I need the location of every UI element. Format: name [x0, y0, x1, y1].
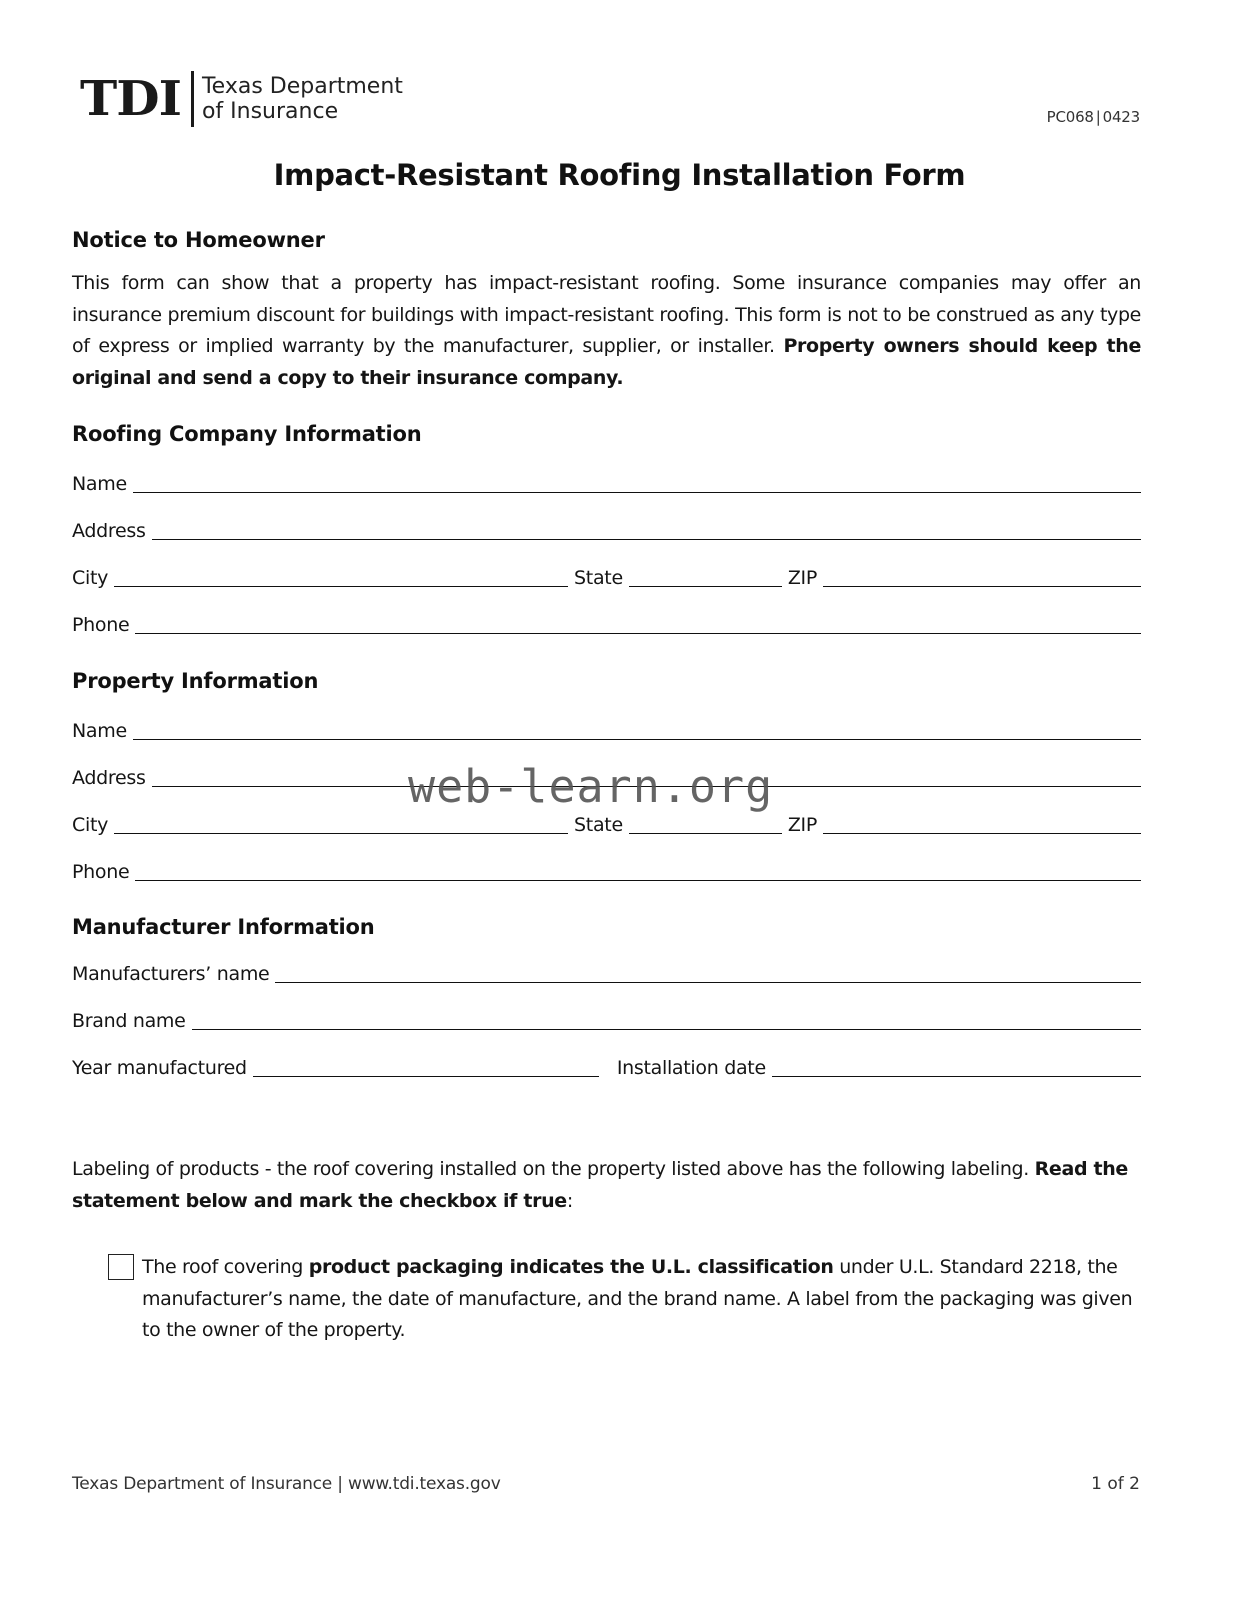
page-title: Impact-Resistant Roofing Installation Form — [273, 158, 966, 192]
property-state-field[interactable] — [629, 810, 782, 834]
property-city-row — [72, 807, 1141, 837]
property-address-field[interactable] — [152, 763, 1141, 787]
watermark: web-learn.org — [408, 760, 774, 813]
form-code: PC068 — [1046, 108, 1094, 126]
roofing-phone-row — [72, 607, 1141, 637]
form-id — [1047, 108, 1140, 126]
notice-heading: Notice to Homeowner — [72, 228, 325, 252]
year-manufactured-label: Year manufactured — [72, 1057, 247, 1079]
property-phone-label: Phone — [72, 861, 130, 883]
brand-name-label: Brand name — [72, 1010, 186, 1032]
roofing-city-field[interactable] — [114, 563, 568, 587]
property-name-row — [72, 713, 1141, 743]
labeling-text: Labeling of products - the roof covering installed on the property listed above has the following labeling. — [72, 1158, 1035, 1180]
roofing-zip-label: ZIP — [787, 567, 818, 589]
property-address-row — [72, 760, 1141, 790]
roofing-phone-label: Phone — [72, 614, 130, 636]
statement-bold: product packaging indicates the U.L. classification — [308, 1256, 834, 1278]
statement-prefix: The roof covering — [142, 1256, 309, 1278]
form-id-separator: | — [1095, 108, 1101, 126]
notice-text — [72, 268, 1141, 394]
roofing-address-label: Address — [72, 520, 146, 542]
roofing-address-row — [72, 513, 1141, 543]
ul-classification-checkbox[interactable] — [108, 1254, 134, 1280]
page-number: 1 of 2 — [1091, 1474, 1140, 1494]
tdi-logo — [80, 70, 403, 128]
property-name-field[interactable] — [133, 716, 1141, 740]
manufacturer-name-label: Manufacturers’ name — [72, 963, 270, 985]
roofing-phone-field[interactable] — [135, 610, 1141, 634]
roofing-city-label: City — [72, 567, 109, 589]
notice-body: This form can show that a property has impact-resistant roofing. Some insurance companies may offer an insurance premium discount for buildings with impact-resistant roofing. This form is not to be construed as any type of express or implied warranty by the manufacturer, supplier, or installer. — [72, 272, 1141, 357]
property-city-label: City — [72, 814, 109, 836]
roofing-name-label: Name — [72, 473, 127, 495]
roofing-state-field[interactable] — [629, 563, 782, 587]
year-install-row — [72, 1050, 1141, 1080]
logo-line-2: of Insurance — [201, 99, 339, 124]
installation-date-field[interactable] — [772, 1053, 1141, 1077]
roofing-state-label: State — [574, 567, 623, 589]
property-state-label: State — [574, 814, 623, 836]
roofing-name-row — [72, 466, 1141, 496]
roofing-company-heading: Roofing Company Information — [72, 422, 422, 446]
logo-mark: TDI — [80, 70, 181, 127]
logo-divider — [191, 71, 194, 127]
property-address-label: Address — [72, 767, 146, 789]
property-heading: Property Information — [72, 669, 319, 693]
footer-org: Texas Department of Insurance | www.tdi.texas.gov — [72, 1474, 501, 1494]
brand-name-field[interactable] — [192, 1006, 1141, 1030]
roofing-address-field[interactable] — [152, 516, 1141, 540]
brand-name-row — [72, 1003, 1141, 1033]
logo-line-1: Texas Department — [201, 74, 403, 99]
form-version: 0423 — [1102, 108, 1140, 126]
statement-suffix: under U.L. Standard 2218, the manufacturer’s name, the date of manufacture, and the brand name. A label from the packaging was given to the owner of the property. — [142, 1256, 1133, 1341]
notice-bold: Property owners should keep the original and send a copy to their insurance company. — [72, 335, 1141, 389]
property-phone-field[interactable] — [135, 857, 1141, 881]
labeling-bold: Read the statement below and mark the checkbox if true — [72, 1158, 1128, 1212]
property-name-label: Name — [72, 720, 127, 742]
year-manufactured-field[interactable] — [253, 1053, 599, 1077]
property-phone-row — [72, 854, 1141, 884]
logo-text — [202, 74, 403, 124]
roofing-name-field[interactable] — [133, 469, 1141, 493]
property-zip-field[interactable] — [823, 810, 1141, 834]
labeling-instructions — [72, 1154, 1147, 1217]
roofing-city-row — [72, 560, 1141, 590]
roofing-zip-field[interactable] — [823, 563, 1141, 587]
manufacturer-name-field[interactable] — [275, 959, 1141, 983]
installation-date-label: Installation date — [616, 1057, 766, 1079]
property-city-field[interactable] — [114, 810, 568, 834]
ul-classification-statement — [142, 1252, 1142, 1347]
manufacturer-heading: Manufacturer Information — [72, 915, 375, 939]
manufacturer-name-row — [72, 956, 1141, 986]
labeling-suffix: : — [566, 1189, 573, 1212]
property-zip-label: ZIP — [787, 814, 818, 836]
